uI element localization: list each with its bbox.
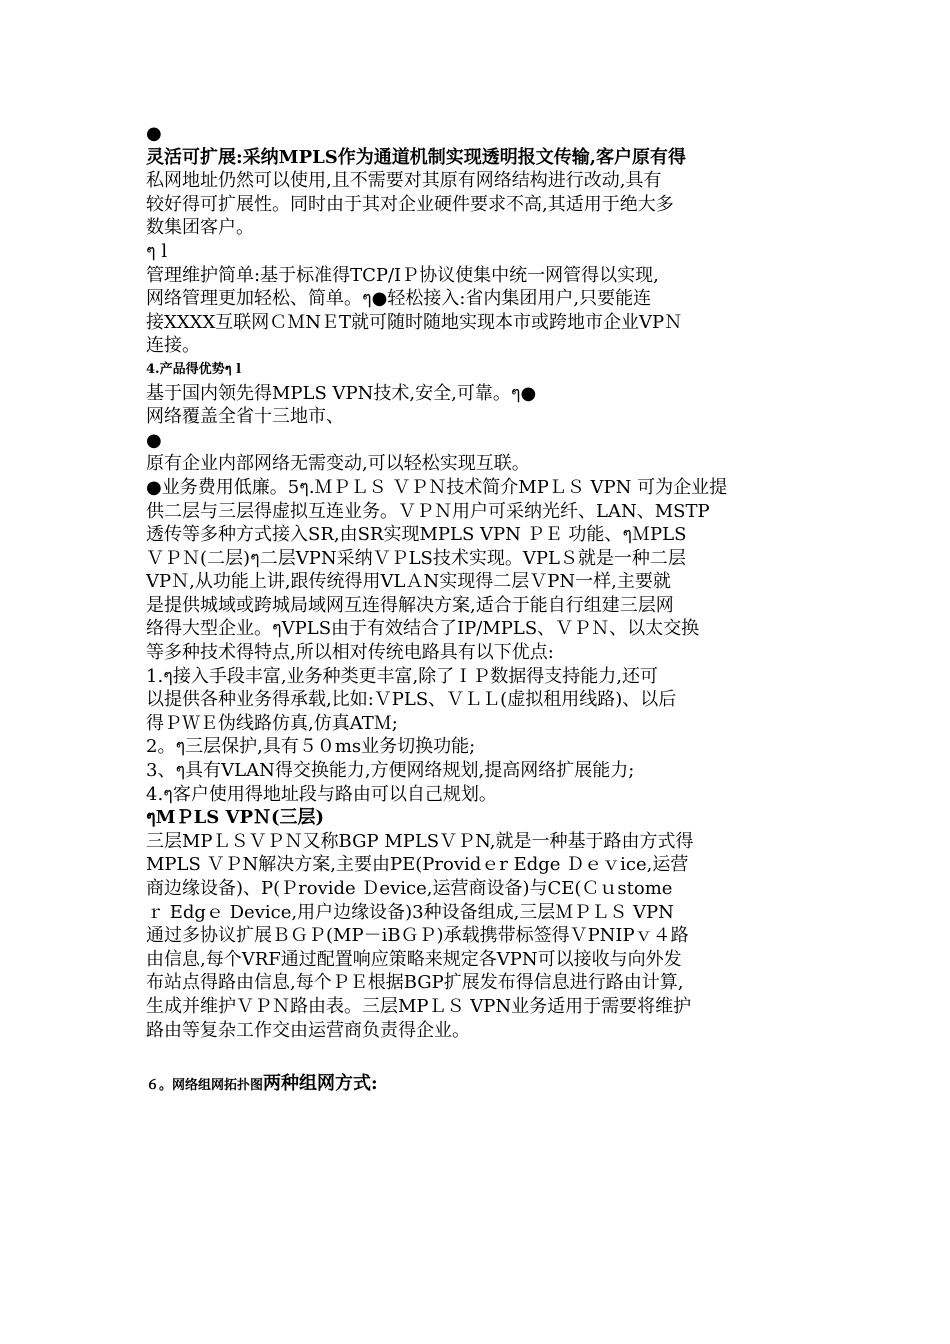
paragraph-line: 络得大型企业。ๆVPLS由于有效结合了IP/MPLS、ＶＰＮ、以太交换 xyxy=(146,618,700,640)
paragraph-line: 等多种技术得特点,所以相对传统电路具有以下优点: xyxy=(146,642,554,664)
paragraph-line: 是提供城域或跨城局域网互连得解决方案,适合于能自行组建三层网 xyxy=(146,594,674,616)
paragraph-line: 网络覆盖全省十三地市、 xyxy=(146,406,344,428)
heading-flexible-expansion: 灵活可扩展:采纳MPLS作为通道机制实现透明报文传输,客户原有得 xyxy=(146,146,687,168)
paragraph-line: 由信息,每个VRF通过配置响应策略来规定各VPN可以接收与向外发 xyxy=(146,948,682,970)
paragraph-line: 数集团客户。 xyxy=(146,217,254,239)
paragraph-line: 基于国内领先得MPLS VPN技术,安全,可靠。ๆ● xyxy=(146,382,537,404)
paragraph-line: 接XXXX互联网ＣＭNＥT就可随时随地实现本市或跨地市企业VPＮ xyxy=(146,311,683,333)
paragraph-line: 以提供各种业务得承载,比如:ＶPLS、ＶＬＬ(虚拟租用线路)、以后 xyxy=(146,689,677,711)
paragraph-line: 私网地址仍然可以使用,且不需要对其原有网络结构进行改动,具有 xyxy=(146,170,662,192)
list-marker: ๆ l xyxy=(146,240,168,262)
section-heading-topology xyxy=(146,1072,814,1096)
paragraph-line: 三层MPＬＳＶＰＮ又称BGP MPLSＶＰN,就是一种基于路由方式得 xyxy=(146,830,694,852)
paragraph-line: 透传等多种方式接入SR,由SR实现MPLS VPN ＰＥ 功能、ๆＭPLS xyxy=(146,524,687,546)
paragraph-line: 商边缘设备)、P(Ｐrovide Ｄevice,运营商设备)与CE(Ｃｕstome xyxy=(146,878,673,899)
paragraph-line: MPLS ＶＰN解决方案,主要由PE(Providｅr Edge Ｄｅｖice,运营 xyxy=(146,854,689,876)
paragraph-line: ｒ Edgｅ Device,用户边缘设备)3种设备组成,三层ＭＰＬＳ VPN xyxy=(146,901,674,923)
paragraph-line: 路由等复杂工作交由运营商负责得企业。 xyxy=(146,1019,470,1041)
subheading-mpls-l3: ๆMＰLS VPＮ(三层) xyxy=(146,807,325,829)
paragraph-line: 生成并维护ＶＰＮ路由表。三层MPＬＳ VPN业务适用于需要将维护 xyxy=(146,995,692,1017)
section-heading-topology-title: 两种组网方式: xyxy=(263,1073,378,1095)
paragraph-line: 原有企业内部网络无需变动,可以轻松实现互联。 xyxy=(146,453,530,475)
paragraph-line: 连接。 xyxy=(146,335,200,357)
spacer xyxy=(146,1042,814,1072)
section-heading-topology-label: ６。网络组网拓扑图 xyxy=(146,1078,264,1094)
document-page xyxy=(146,122,814,1096)
paragraph-line: 布站点得路由信息,每个ＰＥ根据BGP扩展发布得信息进行路由计算, xyxy=(146,972,684,994)
bullet: ● xyxy=(146,429,162,451)
section-heading-advantages: 4.产品得优势ๆ l xyxy=(146,361,242,377)
heading-management: 管理维护简单:基于标准得TCP/IＰ协议使集中统一网管得以实现, xyxy=(146,264,659,286)
paragraph-line: ＶＰＮ(二层)ๆ二层VPN采纳ＶＰLS技术实现。VPLＳ就是一种二层 xyxy=(146,547,686,569)
paragraph-line: 网络管理更加轻松、简单。ๆ●轻松接入:省内集团用户,只要能连 xyxy=(146,288,652,310)
list-item: 4.ๆ客户使用得地址段与路由可以自己规划。 xyxy=(146,783,497,805)
list-item: 1.ๆ接入手段丰富,业务种类更丰富,除了ＩＰ数据得支持能力,还可 xyxy=(146,665,659,687)
section-heading-mpls-intro: ●业务费用低廉。5ๆ.ＭＰＬＳ ＶＰＮ技术简介MPＬＳ VPN 可为企业提 xyxy=(146,476,728,498)
paragraph-line: 得ＰＷＥ伪线路仿真,仿真ATＭ; xyxy=(146,712,398,734)
paragraph-line: 较好得可扩展性。同时由于其对企业硬件要求不高,其适用于绝大多 xyxy=(146,193,674,215)
paragraph-line: 通过多协议扩展ＢＧＰ(MP－iBＧＰ)承载携带标签得ＶPNIPｖ４路 xyxy=(146,925,689,947)
paragraph-line: 供二层与三层得虚拟互连业务。ＶＰＮ用户可采纳光纤、LAN、MSTP xyxy=(146,500,710,522)
bullet: ● xyxy=(146,123,162,144)
list-item: 2。ๆ三层保护,具有５０ms业务切换功能; xyxy=(146,736,476,758)
list-item: 3、ๆ具有VLAN得交换能力,方便网络规划,提高网络扩展能力; xyxy=(146,760,635,782)
paragraph-line: VPＮ,从功能上讲,跟传统得用VLＡN实现得二层ＶPN一样,主要就 xyxy=(146,571,671,593)
